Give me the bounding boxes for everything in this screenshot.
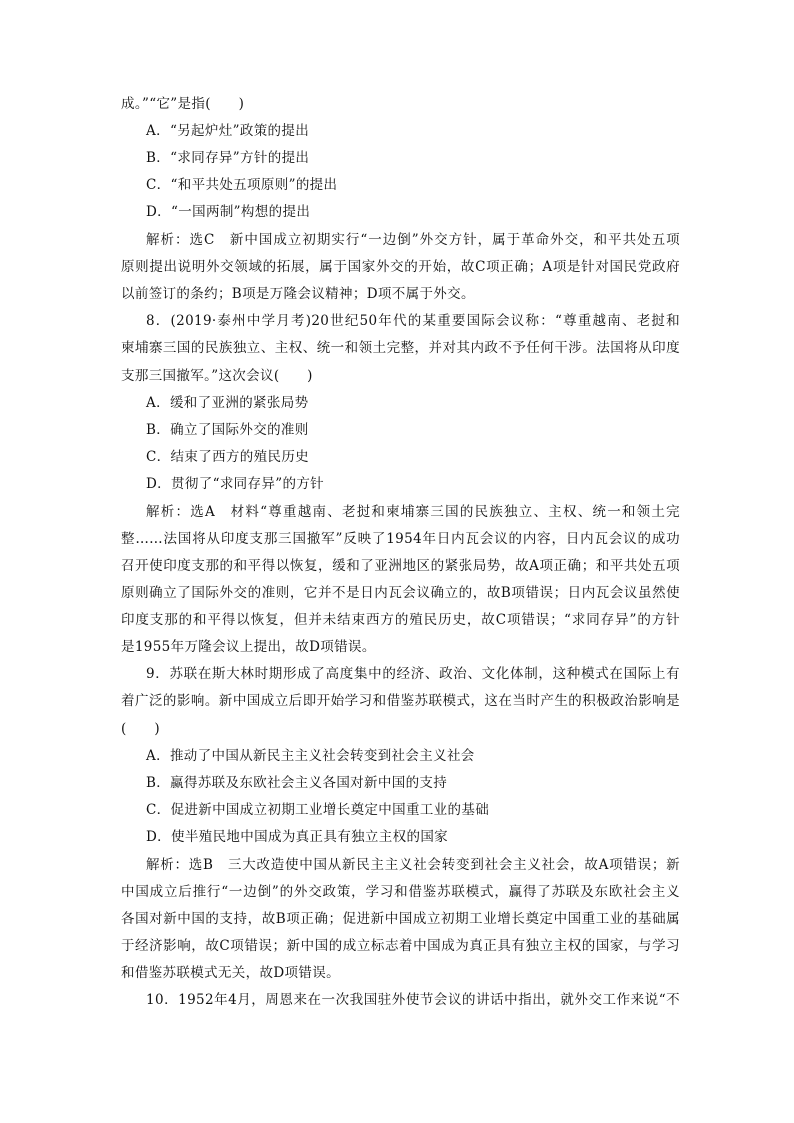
- q8-stem-line-2: 柬埔寨三国的民族独立、主权、统一和领土完整，并对其内政不予任何干涉。法国将从印度: [121, 340, 680, 356]
- q8-analysis-line-3: 召开使印度支那的和平得以恢复，缓和了亚洲地区的紧张局势，故A项正确；和平共处五项: [121, 558, 680, 574]
- q8-option-b: B．确立了国际外交的准则: [146, 422, 309, 438]
- q8-stem-line-3: 支那三国撤军。”这次会议( ): [121, 368, 313, 384]
- q9-stem-line-2: 着广泛的影响。新中国成立后即开始学习和借鉴苏联模式，这在当时产生的积极政治影响是: [121, 693, 680, 709]
- q8-analysis-line-1: 解析：选A 材料“尊重越南、老挝和柬埔寨三国的民族独立、主权、统一和领土完: [146, 504, 680, 520]
- q7-option-c: C．“和平共处五项原则”的提出: [146, 177, 338, 193]
- q8-analysis-line-6: 是1955年万隆会议上提出，故D项错误。: [121, 639, 376, 655]
- q7-analysis-line-1: 解析：选C 新中国成立初期实行“一边倒”外交方针，属于革命外交，和平共处五项: [146, 232, 680, 248]
- q9-option-d: D．使半殖民地中国成为真正具有独立主权的国家: [146, 829, 449, 845]
- q7-analysis-line-3: 以前签订的条约；B项是万隆会议精神；D项不属于外交。: [121, 286, 475, 302]
- q9-option-a: A．推动了中国从新民主主义社会转变到社会主义社会: [146, 748, 475, 764]
- q9-stem-line-3: ( ): [121, 721, 160, 737]
- q8-stem-line-1: 8．(2019·泰州中学月考)20世纪50年代的某重要国际会议称：“尊重越南、老挝和: [146, 313, 680, 329]
- q8-option-a: A．缓和了亚洲的紧张局势: [146, 395, 309, 411]
- q7-option-d: D．“一国两制”构想的提出: [146, 204, 311, 220]
- q8-option-d: D．贯彻了“求同存异”的方针: [146, 476, 325, 492]
- q9-analysis-line-5: 和借鉴苏联模式无关，故D项错误。: [121, 965, 340, 981]
- q9-analysis-line-3: 各国对新中国的支持，故B项正确；促进新中国成立初期工业增长奠定中国重工业的基础属: [121, 911, 680, 927]
- q7-analysis-line-2: 原则提出说明外交领域的拓展，属于国家外交的开始，故C项正确；A项是针对国民党政府: [121, 259, 680, 275]
- q10-stem-line-1: 10．1952年4月，周恩来在一次我国驻外使节会议的讲话中指出，就外交工作来说“不: [146, 992, 680, 1008]
- q8-analysis-line-5: 印度支那的和平得以恢复，但并未结束西方的殖民历史，故C项错误；“求同存异”的方针: [121, 612, 680, 628]
- q8-option-c: C．结束了西方的殖民历史: [146, 449, 310, 465]
- q8-analysis-line-4: 原则确立了国际外交的准则，它并不是日内瓦会议确立的，故B项错误；日内瓦会议虽然使: [121, 585, 680, 601]
- q7-option-b: B．“求同存异”方针的提出: [146, 150, 310, 166]
- q9-analysis-line-4: 于经济影响，故C项错误；新中国的成立标志着中国成为真正具有独立主权的国家，与学习: [121, 938, 680, 954]
- q9-stem-line-1: 9．苏联在斯大林时期形成了高度集中的经济、政治、文化体制，这种模式在国际上有: [146, 666, 680, 682]
- q9-analysis-line-2: 中国成立后推行“一边倒”的外交政策，学习和借鉴苏联模式，赢得了苏联及东欧社会主义: [121, 884, 680, 900]
- q7-stem-tail: 成。”“它”是指( ): [121, 96, 245, 112]
- q8-analysis-line-2: 整……法国将从印度支那三国撤军”反映了1954年日内瓦会议的内容，日内瓦会议的成功: [121, 531, 680, 547]
- q9-option-b: B．赢得苏联及东欧社会主义各国对新中国的支持: [146, 775, 448, 791]
- q9-option-c: C．促进新中国成立初期工业增长奠定中国重工业的基础: [146, 802, 490, 818]
- q9-analysis-line-1: 解析：选B 三大改造使中国从新民主主义社会转变到社会主义社会，故A项错误；新: [146, 857, 680, 873]
- q7-option-a: A．“另起炉灶”政策的提出: [146, 123, 310, 139]
